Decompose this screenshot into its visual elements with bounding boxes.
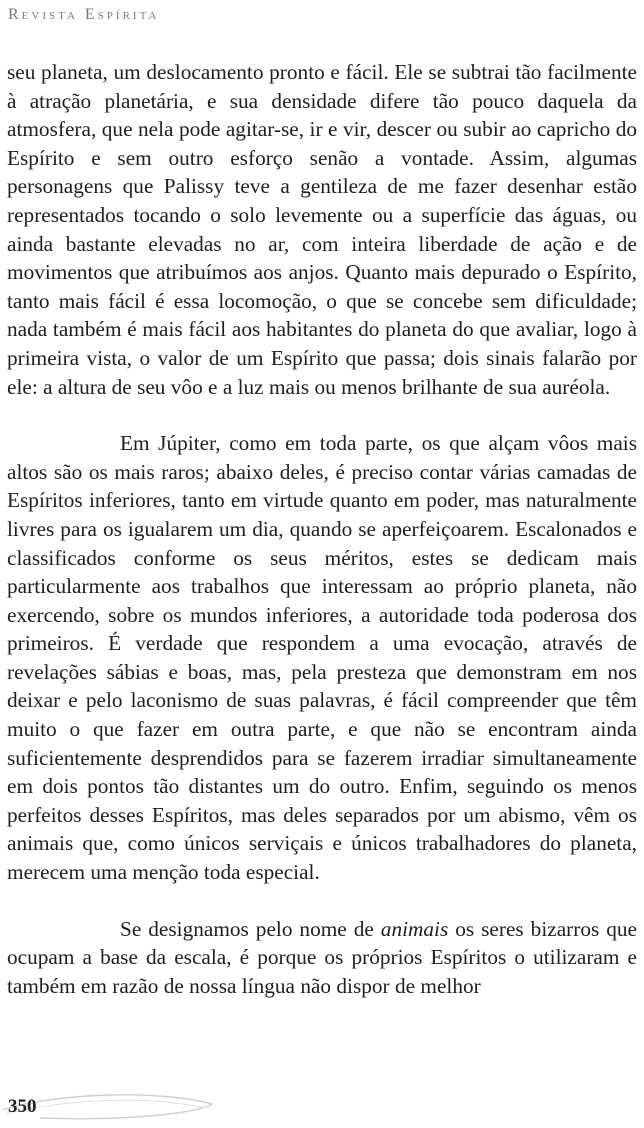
paragraph-3-italic-term: animais [380,916,449,941]
paragraph-1: seu planeta, um deslocamento pronto e fácil. Ele se subtrai tão facilmente à atração planetária, e sua densidade difere tão pouco daquela da atmosfera, que nela pode agitar-se, ir e vir, descer ou subir ao capricho do Espírito e sem outro esforço senão a vontade. Assim, algumas personagens que Palissy teve a gentileza de me fazer desenhar estão representados tocando o solo levemente ou a superfície das águas, ou ainda bastante elevadas no ar, com inteira liberdade de ação e de movimentos que atribuímos aos anjos. Quanto mais depurado o Espírito, tanto mais fácil é essa locomoção, o que se concebe sem dificuldade; nada também é mais fácil aos habitantes do planeta do que avaliar, logo à primeira vista, o valor de um Espírito que passa; dois sinais falarão por ele: a altura de seu vôo e a luz mais ou menos brilhante de sua auréola. [7,60,637,399]
running-header: Revista Espírita [8,6,160,23]
page-body [7,58,637,1000]
paragraph-3-text-after: os seres bizarros que ocupam a base da escala, é porque os próprios Espíritos o utilizaram e também em razão de nossa língua não dispor de melhor [7,916,637,998]
paragraph-gap [7,887,637,915]
paragraph-3 [7,915,637,1001]
page-number: 350 [8,1096,37,1117]
paragraph-2: Em Júpiter, como em toda parte, os que alçam vôos mais altos são os mais raros; abaixo deles, é preciso contar várias camadas de Espíritos inferiores, tanto em virtude quanto em poder, mas naturalmente livres para os igualarem um dia, quando se aperfeiçoarem. Escalonados e classificados conforme os seus méritos, estes se dedicam mais particularmente aos trabalhos que interessam ao próprio planeta, não exercendo, sobre os mundos inferiores, a autoridade toda poderosa dos primeiros. É verdade que respondem a uma evocação, através de revelações sábias e boas, mas, pela presteza que demonstram em nos deixar e pelo laconismo de suas palavras, é fácil compreender que têm muito o que fazer em outra parte, e que não se encontram ainda suficientemente desprendidos para se fazerem irradiar simultaneamente em dois pontos tão distantes um do outro. Enfim, seguindo os menos perfeitos desses Espíritos, mas deles separados por um abismo, vêm os animais que, como únicos serviçais e únicos trabalhadores do planeta, merecem uma menção toda especial. [7,431,637,885]
paragraph-gap [7,401,637,429]
paragraph-3-text-before: Se designamos pelo nome de [120,916,381,941]
